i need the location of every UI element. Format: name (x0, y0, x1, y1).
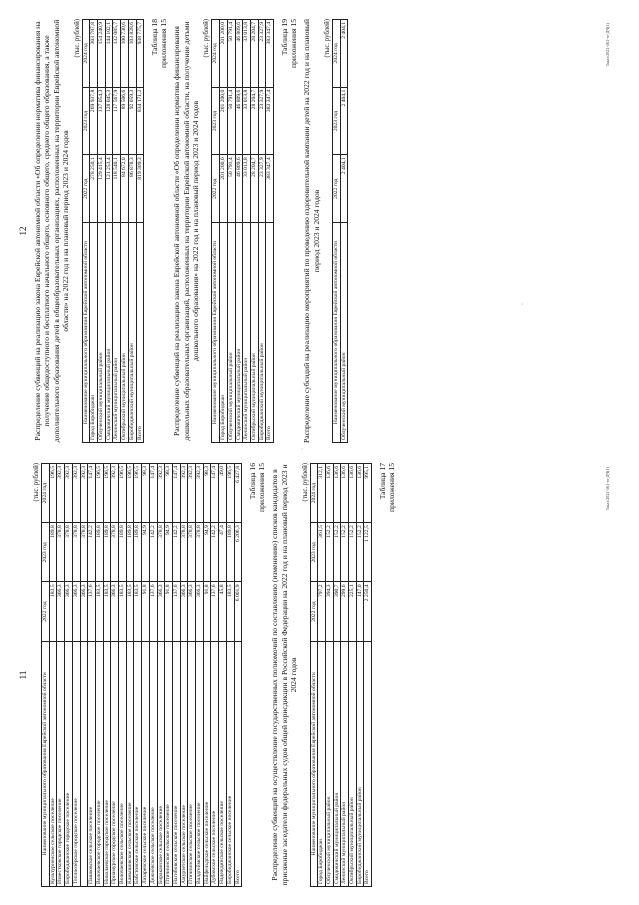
column-header-2024: 2024 год (310, 464, 318, 523)
column-header-2023: 2023 год (82, 87, 90, 155)
row-name-cell: Ленинский муниципальный район (341, 641, 349, 886)
row-name-cell: Биробиджанское сельское поселение (226, 641, 234, 886)
table-18-appendix: приложения 15 (159, 19, 169, 68)
table-header-row (332, 20, 340, 443)
value-2022-cell: 147,0 (356, 582, 364, 641)
table-total-row (266, 20, 274, 443)
table-row (203, 464, 211, 887)
value-2024-cell: 100 730,6 (121, 20, 129, 88)
value-2024-cell: 103 828,6 (128, 20, 136, 88)
column-header-2023: 2023 год (332, 87, 340, 155)
value-2022-cell: 45,8 (219, 582, 227, 641)
column-header-2023: 2023 год (42, 523, 50, 582)
column-header-name: Наименование муниципального образования Еврейской автономной области (332, 223, 340, 443)
value-2024-cell: 147,4 (211, 464, 219, 523)
general-education-table (82, 19, 145, 443)
value-2022-cell: 137,6 (172, 582, 180, 641)
scan-speck: · (520, 303, 526, 305)
row-name-cell: Птичнинское сельское поселение (188, 641, 196, 886)
print-stamp: Заказ/2021-561-rn-ДЧ(1) (605, 467, 610, 511)
value-2022-cell: 129 415,4 (98, 155, 106, 223)
value-2022-cell: 390,7 (333, 582, 341, 641)
value-2023-cell: 834 171,2 (136, 87, 144, 155)
value-2024-cell: 392,3 (111, 464, 119, 523)
row-name-cell: Дубовское сельское поселение (211, 641, 219, 886)
column-header-name: Наименование муниципального образования Еврейской автономной области (212, 223, 220, 443)
row-name-cell: Смидовичский муниципальный район (105, 223, 113, 443)
value-2024-cell: 392,3 (157, 464, 165, 523)
value-2022-cell: 50 791,4 (227, 155, 235, 223)
row-name-cell: Биробиджанское городское поселение (65, 641, 73, 886)
units-label: (тыс. рублей) (73, 19, 81, 58)
value-2023-cell: 1 122,5 (364, 523, 372, 582)
table-row (356, 464, 364, 887)
row-name-cell: Октябрьский муниципальный район (250, 223, 258, 443)
general-education-heading: Распределение субвенций на реализацию закона Еврейской автономной области «Об определении норматива финансирования на получение общедоступного и бесплатного начального общего, основного общего, среднего общего образования, а также дополнительного образования детей в общеобразовательных организациях, расположенных на территории Еврейской автономной области» на 2022 год и на плановый период 2023 и 2024 годов (33, 19, 71, 443)
table-row (57, 464, 65, 887)
row-name-cell: Дежнёвское сельское поселение (149, 641, 157, 886)
column-header-2022: 2022 год (332, 155, 340, 223)
preschool-education-table (211, 19, 274, 443)
row-name-cell: Всего (136, 223, 144, 443)
value-2022-cell: 183,5 (119, 582, 127, 641)
value-2022-cell: 225,1 (349, 582, 357, 641)
value-2023-cell: 152,2 (333, 523, 341, 582)
row-name-cell: Октябрьский муниципальный район (349, 641, 357, 886)
table-row (142, 464, 150, 887)
value-2024-cell: 50 791,4 (227, 20, 235, 88)
row-name-cell: Лазаревское сельское поселение (142, 641, 150, 886)
value-2022-cell: 183,5 (95, 582, 103, 641)
value-2023-cell: 189,8 (103, 523, 111, 582)
value-2024-cell: 383 347,4 (266, 20, 274, 88)
value-2023-cell: 378,8 (180, 523, 188, 582)
value-2023-cell: 47,4 (219, 523, 227, 582)
value-2024-cell: 392,3 (180, 464, 188, 523)
value-2024-cell: 392,3 (72, 464, 80, 523)
table-row (219, 464, 227, 887)
table-row (172, 464, 180, 887)
row-name-cell: Биробиджанский муниципальный район (258, 223, 266, 443)
row-name-cell: Валдгеймское сельское поселение (196, 641, 204, 886)
value-2022-cell: 366,3 (188, 582, 196, 641)
column-header-2022: 2022 год (212, 155, 220, 223)
value-2023-cell: 378,8 (80, 523, 88, 582)
table-16-distribution (41, 463, 242, 887)
row-name-cell: Волочаевское сельское поселение (119, 641, 127, 886)
table-row (165, 464, 173, 887)
value-2022-cell: 797,2 (318, 582, 326, 641)
table-row (111, 464, 119, 887)
table-row (126, 464, 134, 887)
value-2024-cell: 196,5 (49, 464, 57, 523)
value-2024-cell: 303 787,8 (90, 20, 98, 88)
row-name-cell: Облученский муниципальный район (98, 223, 106, 443)
value-2023-cell: 23 327,9 (258, 87, 266, 155)
value-2023-cell: 142,2 (172, 523, 180, 582)
units-label: (тыс. рублей) (323, 19, 331, 58)
value-2024-cell: 136,6 (333, 464, 341, 523)
value-2024-cell: 392,3 (188, 464, 196, 523)
column-header-2022: 2022 год (82, 155, 90, 223)
table-body (340, 20, 348, 443)
value-2024-cell: 98,3 (142, 464, 150, 523)
value-2023-cell: 378,8 (57, 523, 65, 582)
value-2022-cell: 366,3 (111, 582, 119, 641)
table-18-label: Таблица 18 (150, 19, 160, 56)
value-2024-cell: 28 204,7 (250, 20, 258, 88)
value-2022-cell: 86 878,3 (128, 155, 136, 223)
units-label: (тыс. рублей) (301, 463, 309, 502)
value-2024-cell: 196,5 (103, 464, 111, 523)
row-name-cell: Камышовское сельское поселение (126, 641, 134, 886)
row-name-cell: Известковское городское поселение (57, 641, 65, 886)
value-2022-cell: 46 809,6 (235, 155, 243, 223)
value-2024-cell: 98,3 (165, 464, 173, 523)
value-2023-cell: 89 506,6 (121, 87, 129, 155)
value-2024-cell: 147,4 (149, 464, 157, 523)
value-2024-cell: 136,6 (341, 464, 349, 523)
column-header-2023: 2023 год (310, 523, 318, 582)
value-2023-cell: 378,8 (72, 523, 80, 582)
value-2022-cell: 366,3 (57, 582, 65, 641)
table-body (49, 464, 242, 887)
value-2023-cell: 128 045,3 (105, 87, 113, 155)
value-2022-cell: 183,5 (103, 582, 111, 641)
value-2023-cell: 6 206,3 (234, 523, 242, 582)
value-2024-cell: 392,3 (65, 464, 73, 523)
value-2024-cell: 392,3 (57, 464, 65, 523)
value-2023-cell: 361,5 (318, 523, 326, 582)
page-11-column (18, 463, 618, 887)
column-header-name: Наименование муниципального образования Еврейской автономной области (310, 641, 318, 886)
value-2024-cell: 144 102,1 (105, 20, 113, 88)
print-stamp: Заказ/2021-561-rn-ДЧ(1) (605, 23, 610, 67)
row-name-cell: Облученский муниципальный район (325, 641, 333, 886)
value-2023-cell: 28 204,7 (250, 87, 258, 155)
preschool-education-heading: Распределение субвенций на реализацию закона Еврейской автономной области «Об определении норматива финансирования дошкольных образовательных организаций, расположенных на территории Еврейской автономной области, на получение детьми дошкольного образования» на 2022 год и на плановый период 2023 и 2024 годов (172, 21, 201, 441)
value-2022-cell: 366,3 (65, 582, 73, 641)
value-2022-cell: 183,5 (126, 582, 134, 641)
value-2022-cell: 91,8 (203, 582, 211, 641)
value-2022-cell: 137,6 (211, 582, 219, 641)
value-2022-cell: 383 347,4 (266, 155, 274, 223)
value-2023-cell: 383 347,4 (266, 87, 274, 155)
table-row (90, 20, 98, 443)
value-2022-cell: 366,3 (80, 582, 88, 641)
value-2023-cell: 142,2 (88, 523, 96, 582)
value-2023-cell: 189,8 (226, 523, 234, 582)
row-name-cell: Приамурское городское поселение (111, 641, 119, 886)
value-2022-cell: 299,6 (341, 582, 349, 641)
table-row (119, 464, 127, 887)
column-header-2024: 2024 год (212, 20, 220, 88)
table-row (341, 464, 349, 887)
table-row (333, 464, 341, 887)
row-name-cell: Найфельдское сельское поселение (203, 641, 211, 886)
table-row (180, 464, 188, 887)
column-header-2022: 2022 год (42, 582, 50, 641)
table-row (149, 464, 157, 887)
scan-speck: · (300, 448, 306, 450)
table-row (65, 464, 73, 887)
table-16-label: Таблица 16 (248, 463, 258, 500)
value-2022-cell: 819 309,3 (136, 155, 144, 223)
column-header-2022: 2022 год (310, 582, 318, 641)
table-19-appendix: приложения 15 (289, 19, 299, 68)
row-name-cell: Смидовичский муниципальный район (333, 641, 341, 886)
value-2024-cell: 995,1 (364, 464, 372, 523)
table-row (235, 20, 243, 443)
value-2024-cell: 49,0 (219, 464, 227, 523)
table-16-appendix: приложения 15 (257, 463, 267, 512)
table-row (113, 20, 121, 443)
value-2024-cell: 136,6 (356, 464, 364, 523)
table-19-label: Таблица 19 (280, 19, 290, 56)
page-number: 11 (18, 670, 28, 680)
value-2022-cell: 183,5 (49, 582, 57, 641)
column-header-2024: 2024 год (332, 20, 340, 88)
value-2024-cell: 196,5 (95, 464, 103, 523)
value-2024-cell: 6 427,8 (234, 464, 242, 523)
table-row (340, 20, 348, 443)
row-name-cell: Всего (234, 641, 242, 886)
value-2024-cell: 154 240,9 (98, 20, 106, 88)
row-name-cell: Всего (364, 641, 372, 886)
row-name-cell: Бираканское сельское поселение (157, 641, 165, 886)
value-2023-cell: 50 791,4 (227, 87, 235, 155)
table-header-row (310, 464, 318, 887)
value-2022-cell: 84 672,0 (121, 155, 129, 223)
value-2022-cell: 394,3 (325, 582, 333, 641)
value-2022-cell: 278 250,1 (90, 155, 98, 223)
table-row (105, 20, 113, 443)
column-header-2024: 2024 год (82, 20, 90, 88)
row-name-cell: Биробиджанский муниципальный район (356, 641, 364, 886)
column-header-2024: 2024 год (42, 464, 50, 523)
row-name-cell: Ленинский муниципальный район (243, 223, 251, 443)
value-2022-cell: 28 204,7 (250, 155, 258, 223)
value-2023-cell: 94,9 (165, 523, 173, 582)
value-2022-cell: 91,8 (165, 582, 173, 641)
value-2024-cell: 46 809,6 (235, 20, 243, 88)
table-row (250, 20, 258, 443)
row-name-cell: Теплоозёрское городское поселение (72, 641, 80, 886)
row-name-cell (80, 641, 88, 886)
table-row (103, 464, 111, 887)
value-2023-cell: 189,8 (126, 523, 134, 582)
value-2024-cell: 136,6 (349, 464, 357, 523)
table-row (258, 20, 266, 443)
value-2023-cell: 152,2 (341, 523, 349, 582)
value-2024-cell: 23 327,9 (258, 20, 266, 88)
value-2023-cell: 46 809,6 (235, 87, 243, 155)
table-row (98, 20, 106, 443)
table-header-row (42, 464, 50, 887)
value-2022-cell: 366,3 (157, 582, 165, 641)
value-2023-cell: 117 567,9 (113, 87, 121, 155)
row-name-cell: Птичнинское сельское поселение (165, 641, 173, 886)
table-body (318, 464, 372, 887)
value-2023-cell: 378,8 (65, 523, 73, 582)
value-2024-cell: 196,5 (226, 464, 234, 523)
row-name-cell: Волочаевское городское поселение (95, 641, 103, 886)
value-2022-cell: 2 404,1 (340, 155, 348, 223)
value-2023-cell: 152,2 (325, 523, 333, 582)
value-2023-cell: 189,8 (134, 523, 142, 582)
value-2023-cell: 378,8 (111, 523, 119, 582)
value-2024-cell: 196,5 (126, 464, 134, 523)
value-2024-cell: 98,3 (203, 464, 211, 523)
table-body (90, 20, 144, 443)
recreation-campaign-table (332, 19, 348, 443)
table-17-label: Таблица 17 (378, 463, 388, 500)
row-name-cell: Облученский муниципальный район (227, 223, 235, 443)
table-row (134, 464, 142, 887)
value-2023-cell: 94,9 (203, 523, 211, 582)
table-row (95, 464, 103, 887)
value-2022-cell: 91,8 (142, 582, 150, 641)
value-2024-cell: 312,1 (318, 464, 326, 523)
value-2022-cell: 121 253,4 (105, 155, 113, 223)
value-2024-cell: 196,5 (134, 464, 142, 523)
value-2023-cell: 92 059,3 (128, 87, 136, 155)
value-2024-cell: 33 013,8 (243, 20, 251, 88)
table-body (220, 20, 274, 443)
juror-subvention-table (310, 463, 373, 887)
value-2024-cell: 201 200,0 (220, 20, 228, 88)
table-row (128, 20, 136, 443)
table-total-row (136, 20, 144, 443)
value-2023-cell: 94,9 (142, 523, 150, 582)
value-2022-cell: 183,5 (134, 582, 142, 641)
table-row (72, 464, 80, 887)
value-2022-cell: 183,5 (226, 582, 234, 641)
value-2023-cell: 33 013,8 (243, 87, 251, 155)
table-header-row (82, 20, 90, 443)
row-name-cell: Город Биробиджан (318, 641, 326, 886)
row-name-cell: Нагибовское сельское поселение (172, 641, 180, 886)
row-name-cell: Николаевское городское поселение (103, 641, 111, 886)
value-2022-cell: 118 540,1 (113, 155, 121, 223)
row-name-cell: Бабстовское сельское поселение (134, 641, 142, 886)
row-name-cell: Смидовичский муниципальный район (235, 223, 243, 443)
table-row (196, 464, 204, 887)
value-2024-cell: 136,6 (325, 464, 333, 523)
value-2022-cell: 6 001,9 (234, 582, 242, 641)
row-name-cell: Ленинский муниципальный район (113, 223, 121, 443)
value-2024-cell: 147,4 (172, 464, 180, 523)
value-2022-cell: 366,3 (180, 582, 188, 641)
table-row (243, 20, 251, 443)
row-name-cell: Амурзетское сельское поселение (180, 641, 188, 886)
column-header-name: Наименование муниципального образования Еврейской автономной области (82, 223, 90, 443)
value-2022-cell: 201 200,0 (220, 155, 228, 223)
row-name-cell: Всего (266, 223, 274, 443)
value-2022-cell: 2 250,4 (364, 582, 372, 641)
value-2023-cell: 378,8 (196, 523, 204, 582)
value-2023-cell: 152,2 (356, 523, 364, 582)
value-2022-cell: 137,6 (149, 582, 157, 641)
table-row (349, 464, 357, 887)
value-2023-cell: 189,8 (49, 523, 57, 582)
value-2022-cell: 33 013,8 (243, 155, 251, 223)
value-2022-cell: 23 327,9 (258, 155, 266, 223)
row-name-cell: Облученский муниципальный район (340, 223, 348, 443)
value-2023-cell: 2 404,1 (340, 87, 348, 155)
table-row (220, 20, 228, 443)
page-number: 12 (18, 226, 28, 236)
units-label: (тыс. рублей) (33, 463, 40, 502)
value-2023-cell: 152,2 (349, 523, 357, 582)
table-row (80, 464, 88, 887)
row-name-cell: Город Биробиджан (90, 223, 98, 443)
value-2023-cell: 142,2 (211, 523, 219, 582)
table-17-appendix: приложения 15 (387, 463, 397, 512)
value-2024-cell: 147,4 (88, 464, 96, 523)
value-2022-cell: 366,3 (196, 582, 204, 641)
value-2023-cell: 378,8 (157, 523, 165, 582)
value-2023-cell: 142,2 (149, 523, 157, 582)
value-2024-cell: 132 085,7 (113, 20, 121, 88)
juror-subvention-heading: Распределение субвенций на осуществление государственных полномочий по составлению (изменению) списков кандидатов в присяжные заседатели федеральных судов общей юрисдикции в Российской Федерации на 2022 год и на плановый период 2023 и 2024 годов (270, 464, 299, 886)
row-name-cell: Город Биробиджан (220, 223, 228, 443)
table-total-row (234, 464, 242, 887)
value-2023-cell: 269 937,8 (90, 87, 98, 155)
table-row (211, 464, 219, 887)
row-name-cell: Пашковское сельское поселение (88, 641, 96, 886)
value-2024-cell: 2 404,1 (340, 20, 348, 88)
value-2022-cell: 366,3 (72, 582, 80, 641)
row-name-cell: Надеждинское сельское поселение (219, 641, 227, 886)
column-header-2023: 2023 год (212, 87, 220, 155)
value-2023-cell: 201 200,0 (220, 87, 228, 155)
row-name-cell: Октябрьский муниципальный район (121, 223, 129, 443)
table-row (121, 20, 129, 443)
value-2023-cell: 137 054,3 (98, 87, 106, 155)
value-2023-cell: 189,8 (119, 523, 127, 582)
units-label: (тыс. рублей) (203, 19, 211, 58)
row-name-cell: Биробиджанский муниципальный район (128, 223, 136, 443)
value-2023-cell: 189,8 (95, 523, 103, 582)
value-2024-cell: 392,3 (80, 464, 88, 523)
page-12-column (18, 19, 618, 443)
column-header-name: Наименование муниципального образования Еврейской автономной области (42, 641, 50, 886)
value-2024-cell: 392,3 (196, 464, 204, 523)
table-row (227, 20, 235, 443)
row-name-cell: Культурненское сельское поселение (49, 641, 57, 886)
table-row (318, 464, 326, 887)
table-row (157, 464, 165, 887)
value-2022-cell: 137,6 (88, 582, 96, 641)
table-total-row (364, 464, 372, 887)
value-2024-cell: 938 775,7 (136, 20, 144, 88)
value-2023-cell: 378,8 (188, 523, 196, 582)
value-2024-cell: 196,5 (119, 464, 127, 523)
recreation-campaign-heading: Распределение субсидий на реализацию мероприятий по проведению оздоровительной кампании детей на 2022 год и на плановый период 2023 и 2024 годов (302, 19, 321, 443)
table-row (188, 464, 196, 887)
table-row (49, 464, 57, 887)
table-row (325, 464, 333, 887)
table-row (226, 464, 234, 887)
table-row (88, 464, 96, 887)
table-header-row (212, 20, 220, 443)
